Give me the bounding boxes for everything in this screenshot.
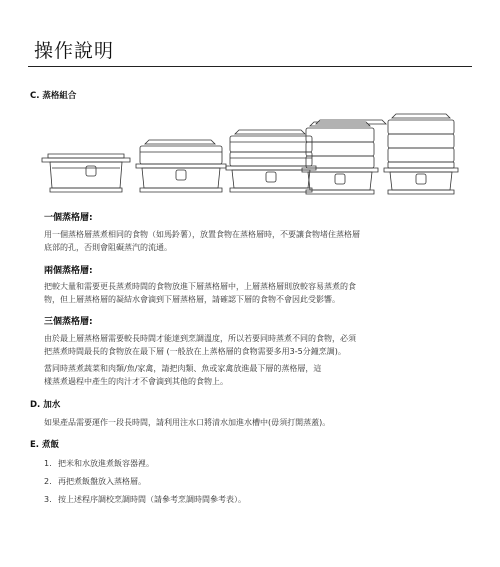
section-d-text: 如果產品需要運作一段長時間，請利用注水口將清水加進水槽中(毋須打開蒸蓋)。 <box>44 418 331 427</box>
steamer-assembly-illustration-right <box>300 110 460 210</box>
paragraph-one-tier: 用一個蒸格層蒸煮相同的食物（如馬鈴薯），放置食物在蒸格層時，不要讓食物堵住蒸格層 底部的孔，否則會阻礙蒸汽的流通。 <box>44 230 360 252</box>
paragraph-two-tiers: 把較大量和需要更長蒸煮時間的食物放進下層蒸格層中，上層蒸格層則放較容易蒸煮的食 物，但上層蒸格層的凝結水會滴到下層蒸格層，請確認下層的食物不會因此受影響。 <box>44 282 356 304</box>
list-number: 1. <box>44 459 52 468</box>
subheading-one-tier: 一個蒸格層: <box>44 213 93 223</box>
section-d-heading: D. 加水 <box>30 400 61 410</box>
subheading-two-tiers: 兩個蒸格層: <box>44 266 93 276</box>
section-c-heading: C. 蒸格組合 <box>30 91 77 101</box>
list-item <box>44 458 154 469</box>
steamer-stage-three-tiers-b <box>384 114 458 194</box>
list-number: 3. <box>44 495 52 504</box>
list-text: 把米和水放進煮飯容器裡。 <box>58 459 154 468</box>
steamer-stage-base-only <box>42 154 130 192</box>
steamer-stage-one-tier <box>136 140 226 192</box>
steamer-stage-three-tiers-a <box>302 122 378 194</box>
paragraph-three-tiers-note: 當同時蒸煮蔬菜和肉類/魚/家禽，請把肉類、魚或家禽放進最下層的蒸格層，這 樣蒸煮過程中產生的肉汁才不會滴到其他的食物上。 <box>44 364 322 386</box>
list-text: 按上述程序調校烹調時間（請參考烹調時間參考表）。 <box>58 495 246 504</box>
list-item <box>44 494 246 505</box>
section-e-heading: E. 煮飯 <box>30 440 59 450</box>
list-item <box>44 476 146 487</box>
list-text: 再把煮飯盤放入蒸格層。 <box>58 477 146 486</box>
page-title: 操作說明 <box>34 40 115 62</box>
title-rule <box>28 66 472 67</box>
paragraph-three-tiers: 由於最上層蒸格層需要較長時間才能達到烹調溫度，所以若要同時蒸煮不同的食物，必須 把蒸煮時間最長的食物放在最下層 (一般放在上蒸格層的食物需要多用3-5分鐘烹調)。 <box>44 334 356 356</box>
subheading-three-tiers: 三個蒸格層: <box>44 317 93 327</box>
list-number: 2. <box>44 477 52 486</box>
